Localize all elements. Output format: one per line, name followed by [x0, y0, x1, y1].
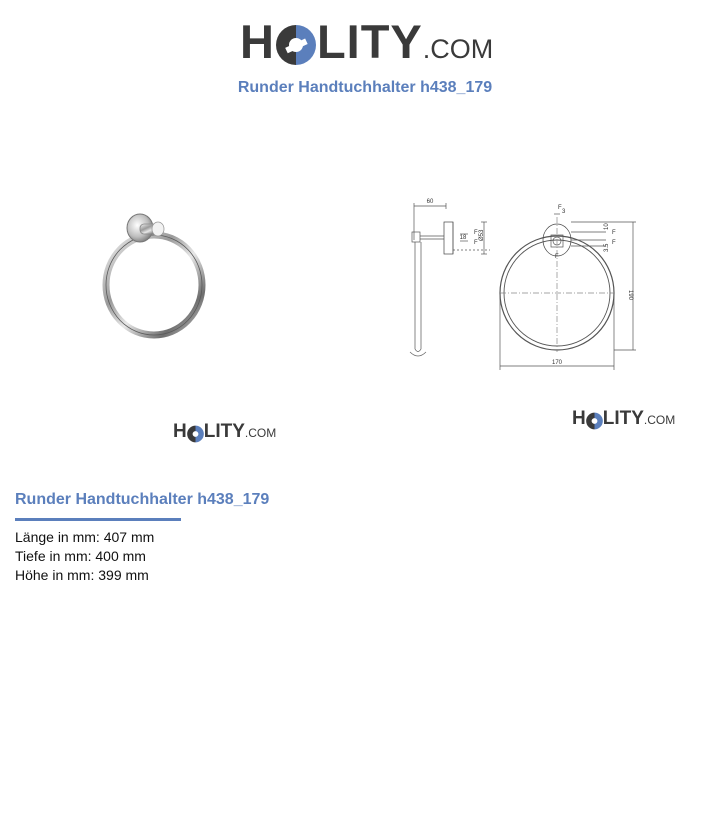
dim-width: 170	[551, 360, 563, 366]
spec-value: 399 mm	[98, 567, 149, 583]
logo-o-mark-icon	[586, 411, 603, 431]
product-photo	[96, 205, 212, 343]
spec-row-height	[15, 566, 154, 585]
logo-text-h: H	[240, 15, 275, 68]
logo-text-lity: LITY	[602, 408, 644, 429]
label-f-2: F	[474, 240, 478, 246]
technical-drawing	[400, 192, 645, 374]
dim-flange: Ø53	[479, 229, 485, 241]
label-f-right-1: F	[612, 230, 616, 236]
logo-text-lity: LITY	[316, 15, 423, 68]
page-title: Runder Handtuchhalter h438_179	[237, 79, 493, 96]
spec-value: 407 mm	[103, 529, 155, 545]
front-view	[500, 205, 636, 370]
brand-logo	[240, 14, 493, 69]
logo-text-h: H	[572, 408, 586, 429]
section-title: Runder Handtuchhalter h438_179	[15, 491, 270, 508]
label-f-bottom: F	[555, 254, 559, 260]
spec-list	[15, 528, 154, 585]
towel-ring	[106, 235, 202, 335]
logo-text-h: H	[173, 421, 187, 442]
spec-value: 400 mm	[95, 548, 146, 564]
spec-row-depth	[15, 547, 154, 566]
logo-o-mark-icon	[276, 21, 316, 69]
logo-text-domain: .COM	[244, 426, 277, 440]
brand-logo-small	[572, 408, 675, 430]
spec-label: Höhe in mm:	[15, 567, 95, 583]
spec-label: Tiefe in mm:	[15, 548, 92, 564]
label-f-1: F	[474, 230, 478, 236]
dim-height: 190	[627, 290, 633, 301]
dim-18: 18	[459, 235, 467, 241]
dim-35: 3.5	[604, 243, 610, 252]
logo-text-lity: LITY	[203, 421, 245, 442]
side-view	[410, 199, 490, 356]
spec-label: Länge in mm:	[15, 529, 100, 545]
logo-o-mark-icon	[187, 424, 204, 444]
section-underline	[15, 518, 181, 521]
logo-text-domain: .COM	[422, 34, 494, 64]
brand-logo-small	[173, 421, 276, 443]
dim-depth: 60	[426, 199, 434, 205]
dim-10: 10	[604, 223, 610, 230]
label-f-top: F	[558, 205, 562, 211]
label-f-right-2: F	[612, 240, 616, 246]
spec-row-length	[15, 528, 154, 547]
logo-text-domain: .COM	[643, 413, 676, 427]
dim-3: 3	[562, 209, 566, 215]
